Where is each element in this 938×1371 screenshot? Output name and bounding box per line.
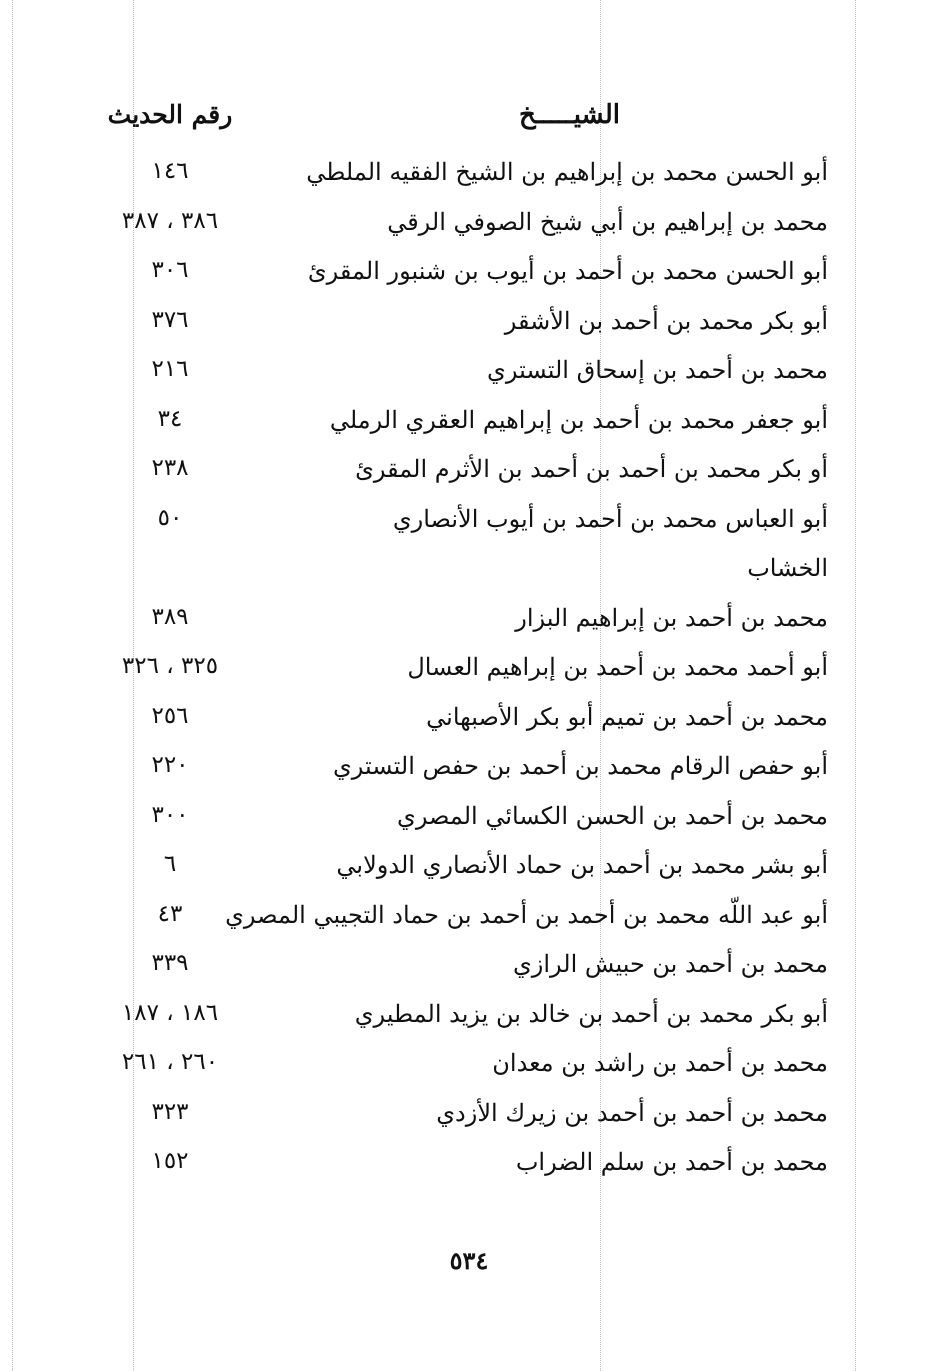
column-header-sheikh: الشيـــــخ — [518, 100, 620, 130]
sheikh-name: محمد بن أحمد بن حبيش الرازي — [512, 950, 828, 978]
list-item — [0, 893, 938, 943]
hadith-number: ١٥٢ — [151, 1148, 189, 1174]
hadith-number: ٣٢٣ — [151, 1098, 189, 1125]
list-item — [0, 200, 938, 250]
sheikh-name: أبو بشر محمد بن أحمد بن حماد الأنصاري الدولابي — [336, 851, 828, 879]
table-header — [0, 100, 938, 144]
hadith-number: ٣٣٩ — [151, 950, 189, 976]
sheikh-name: أبو عبد اللّه محمد بن أحمد بن أحمد بن حماد التجيبي المصري — [225, 900, 828, 929]
hadith-number: ١٤٦ — [151, 158, 189, 184]
sheikh-name: أبو أحمد محمد بن أحمد بن إبراهيم العسال — [407, 653, 828, 681]
hadith-number: ٣٨٩ — [151, 603, 189, 630]
list-item — [0, 1041, 938, 1091]
hadith-number: ٥٠ — [157, 504, 183, 531]
sheikh-name: محمد بن أحمد بن تميم أبو بكر الأصبهاني — [426, 702, 828, 731]
sheikh-name: محمد بن أحمد بن راشد بن معدان — [492, 1049, 828, 1077]
sheikh-name: أبو الحسن محمد بن أحمد بن أيوب بن شنبور المقرئ — [307, 257, 828, 285]
list-item — [0, 150, 938, 200]
hadith-number: ٢٥٦ — [151, 702, 189, 729]
list-item — [0, 992, 938, 1042]
list-item — [0, 596, 938, 646]
column-header-hadith-number: رقم الحديث — [107, 100, 233, 129]
list-item-continuation — [0, 546, 938, 596]
hadith-number: ٢٢٠ — [151, 752, 189, 778]
list-item — [0, 1091, 938, 1141]
list-item — [0, 942, 938, 992]
list-item — [0, 645, 938, 695]
sheikh-name: محمد بن أحمد بن أحمد بن زيرك الأزدي — [436, 1098, 828, 1127]
list-item — [0, 398, 938, 448]
list-item — [0, 447, 938, 497]
hadith-number: ٣٠٦ — [151, 257, 189, 283]
sheikh-name: أبو بكر محمد بن أحمد بن خالد بن يزيد المطيري — [354, 999, 828, 1028]
list-item — [0, 794, 938, 844]
hadith-number: ٢٣٨ — [151, 455, 189, 481]
sheikh-name: أبو بكر محمد بن أحمد بن الأشقر — [504, 306, 828, 335]
hadith-number: ٢١٦ — [151, 356, 189, 382]
sheikh-name: محمد بن أحمد بن سلم الضراب — [515, 1148, 828, 1176]
hadith-number: ١٨٦ ، ١٨٧ — [121, 999, 219, 1026]
hadith-number: ٣٧٦ — [151, 306, 189, 333]
hadith-number: ٦ — [163, 851, 177, 877]
list-item — [0, 348, 938, 398]
list-item — [0, 843, 938, 893]
hadith-number: ٣٤ — [157, 405, 183, 432]
hadith-number: ٣٢٥ ، ٣٢٦ — [121, 653, 219, 679]
sheikh-name: محمد بن أحمد بن إسحاق التستري — [487, 356, 828, 384]
sheikh-name: أبو الحسن محمد بن إبراهيم بن الشيخ الفقيه الملطي — [306, 158, 828, 186]
sheikh-name: أبو العباس محمد بن أحمد بن أيوب الأنصاري — [392, 504, 828, 533]
index-list — [0, 150, 938, 1190]
sheikh-name: محمد بن إبراهيم بن أبي شيخ الصوفي الرقي — [387, 207, 828, 236]
sheikh-name: محمد بن أحمد بن الحسن الكسائي المصري — [397, 801, 828, 830]
list-item — [0, 744, 938, 794]
hadith-number: ٤٣ — [157, 900, 183, 927]
sheikh-name: أبو جعفر محمد بن أحمد بن إبراهيم العقري الرملي — [329, 405, 828, 434]
sheikh-name: أو بكر محمد بن أحمد بن أحمد بن الأثرم المقرئ — [355, 455, 828, 483]
hadith-number: ٣٨٦ ، ٣٨٧ — [121, 207, 219, 234]
list-item — [0, 1140, 938, 1190]
list-item — [0, 299, 938, 349]
sheikh-name: أبو حفص الرقام محمد بن أحمد بن حفص التستري — [333, 752, 828, 780]
hadith-number: ٢٦٠ ، ٢٦١ — [121, 1049, 219, 1075]
list-item — [0, 695, 938, 745]
sheikh-name: محمد بن أحمد بن إبراهيم البزار — [515, 603, 828, 632]
sheikh-name: الخشاب — [747, 554, 828, 582]
page-number: ٥٣٤ — [449, 1246, 489, 1275]
list-item — [0, 249, 938, 299]
hadith-number: ٣٠٠ — [151, 801, 189, 828]
list-item — [0, 497, 938, 547]
